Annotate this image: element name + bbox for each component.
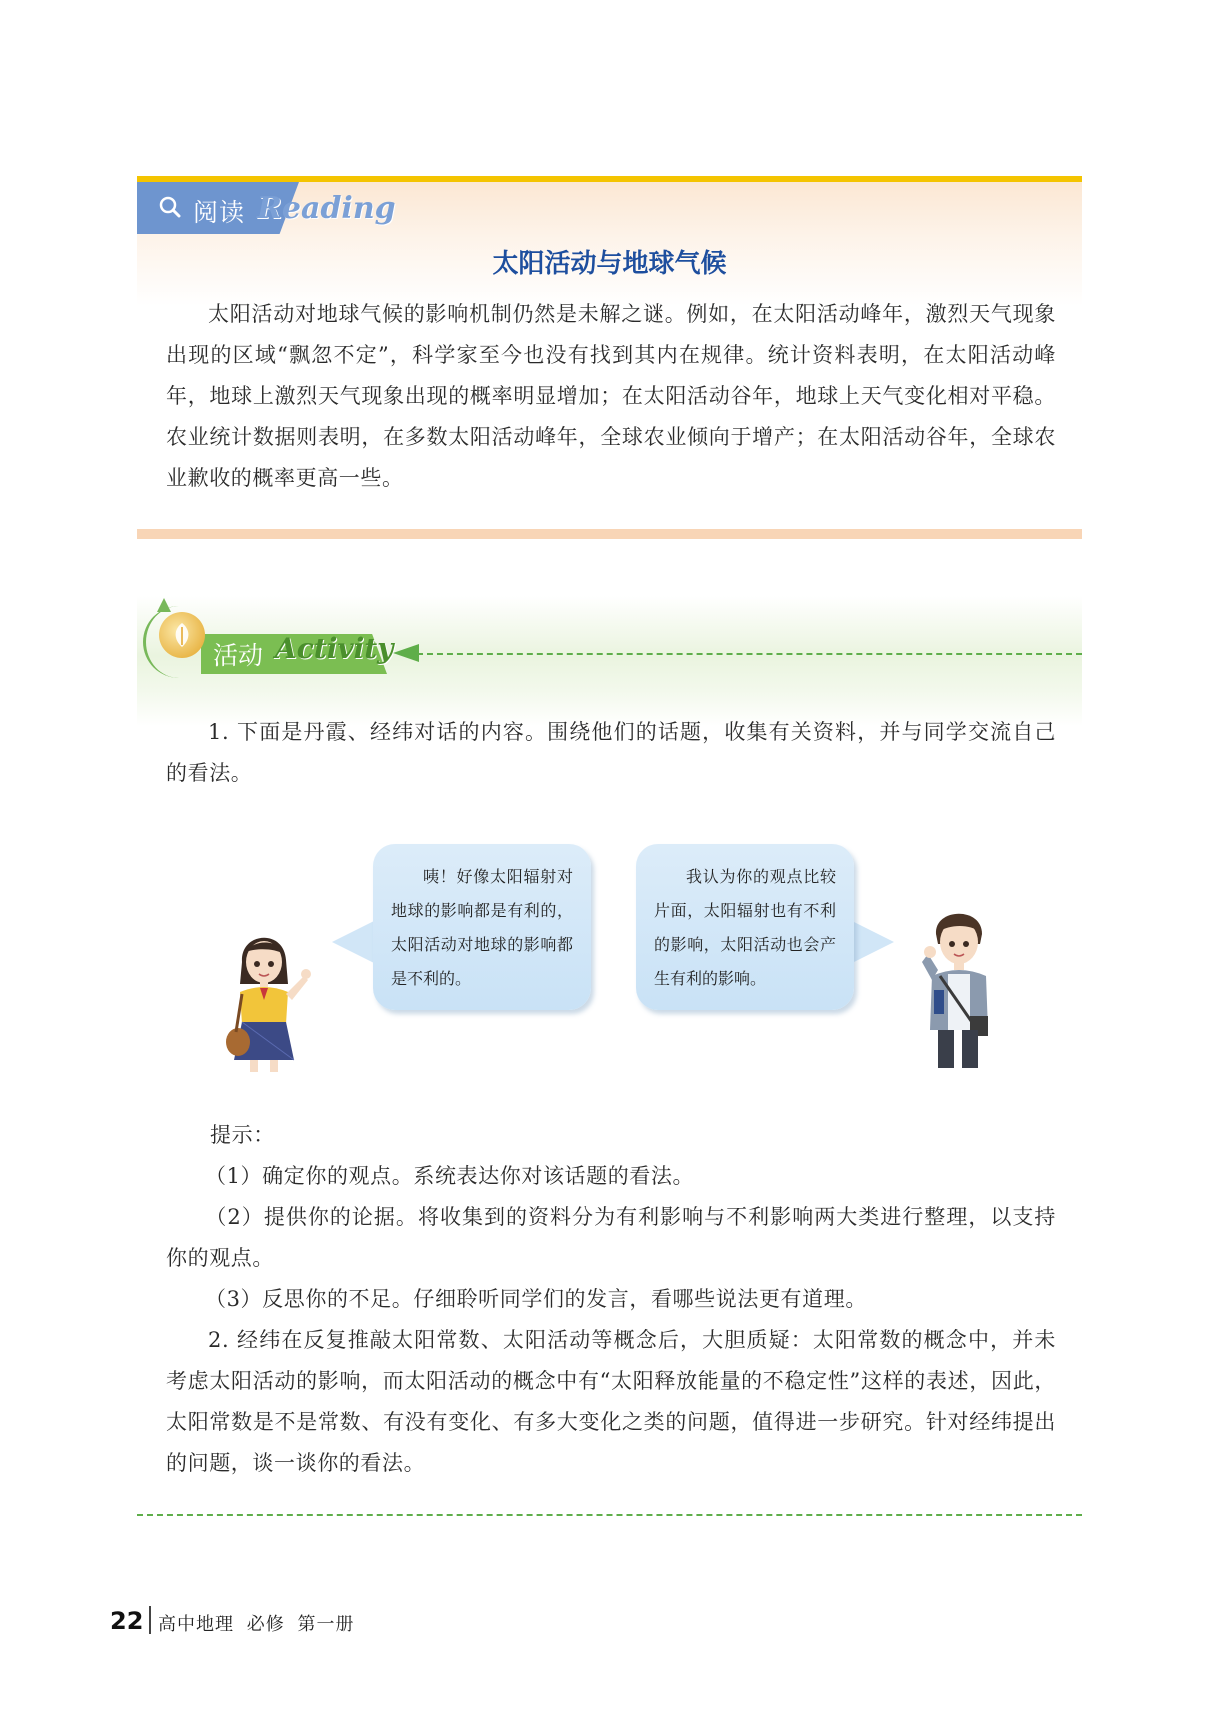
activity-question-1: 1. 下面是丹霞、经纬对话的内容。围绕他们的话题，收集有关资料，并与同学交流自己的看法。 <box>166 720 1056 785</box>
girl-character-illustration <box>222 922 322 1072</box>
reading-bottom-bar <box>137 529 1082 539</box>
boy-character-illustration <box>908 904 1008 1072</box>
speech-bubble-danxia-text: 咦！好像太阳辐射对地球的影响都是有利的，太阳活动对地球的影响都是不利的。 <box>391 867 573 988</box>
reading-box <box>137 176 1082 539</box>
leaf-icon <box>170 621 194 649</box>
reading-title: 太阳活动与地球气候 <box>492 249 727 279</box>
hint-2 <box>166 1197 1056 1279</box>
bubble-tail-right <box>850 920 894 964</box>
speech-bubble-danxia <box>373 844 591 1010</box>
reading-label: 阅读 <box>193 198 246 227</box>
hint-1: （1）确定你的观点。系统表达你对该话题的看法。 <box>205 1164 695 1188</box>
hint-3: （3）反思你的不足。仔细聆听同学们的发言，看哪些说法更有道理。 <box>205 1287 867 1311</box>
activity-header <box>137 596 1082 726</box>
hint-2-text: （2）提供你的论据。将收集到的资料分为有利影响与不利影响两大类进行整理，以支持你的观点。 <box>166 1205 1056 1270</box>
reading-body: 太阳活动对地球气候的影响机制仍然是未解之谜。例如，在太阳活动峰年，激烈天气现象出现的区域“飘忽不定”，科学家至今也没有找到其内在规律。统计资料表明，在太阳活动峰年，地球上激烈天气现象出现的概率明显增加；在太阳活动谷年，地球上天气变化相对平稳。农业统计数据则表明，在多数太阳活动峰年，全球农业倾向于增产；在太阳活动谷年，全球农业歉收的概率更高一些。 <box>166 302 1056 490</box>
magnifier-icon <box>159 196 181 218</box>
activity-dashed-divider <box>417 653 1082 655</box>
activity-bottom-dashed-divider <box>137 1514 1082 1516</box>
page-number: 22 <box>110 1607 144 1635</box>
speech-bubble-jingwei-text: 我认为你的观点比较片面，太阳辐射也有不利的影响，太阳活动也会产生有利的影响。 <box>654 867 836 988</box>
footer-book-title: 高中地理 必修 第一册 <box>158 1614 355 1635</box>
bubble-tail-left <box>332 920 376 964</box>
activity-badge <box>159 612 205 658</box>
activity-label: 活动 <box>213 641 264 670</box>
hint-title: 提示： <box>210 1123 275 1147</box>
arrow-up-icon <box>157 598 171 612</box>
speech-bubble-jingwei <box>636 844 854 1010</box>
activity-pointer-icon <box>393 644 419 662</box>
reading-tab <box>137 182 396 236</box>
activity-question-2: 2. 经纬在反复推敲太阳常数、太阳活动等概念后，大胆质疑：太阳常数的概念中，并未考虑太阳活动的影响，而太阳活动的概念中有“太阳释放能量的不稳定性”这样的表述，因此，太阳常数是不是常数、有没有变化、有多大变化之类的问题，值得进一步研究。针对经纬提出的问题，谈一谈你的看法。 <box>166 1328 1056 1475</box>
reading-label-en: Reading <box>257 191 396 226</box>
footer-separator <box>149 1606 151 1634</box>
activity-label-en: Activity <box>275 632 394 665</box>
